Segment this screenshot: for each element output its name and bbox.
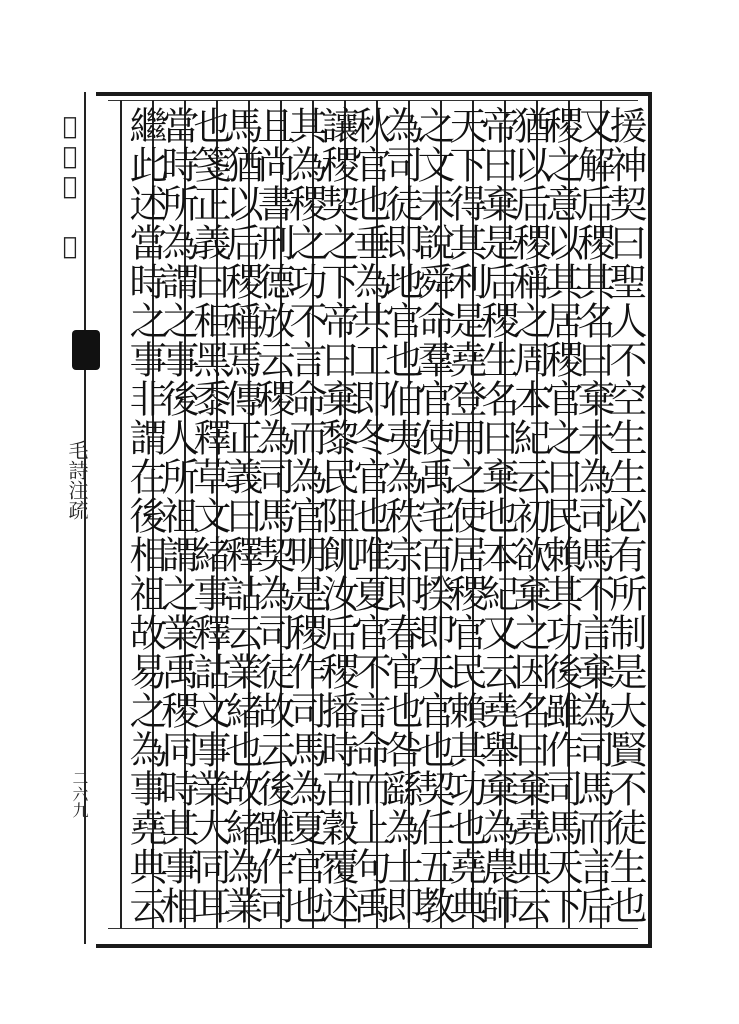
column-text: 之文未說舜命羣官使禹宅百揆即天官也契任五教	[411, 106, 455, 925]
column-text: 且尚書刑德放云稷為司馬契為司徒故云後雖作司	[251, 106, 295, 925]
page-number: 二六九	[70, 770, 89, 818]
column-text: 又解后稷其名曰棄未為司馬不言棄為司馬而言后	[571, 106, 615, 925]
column-text: 讓稷契之下帝曰棄黎民阻飢汝后稷播時百穀覆述	[315, 106, 359, 925]
column-text: 繼此述當時之事非謂在後相祖故易之為事堯典云	[123, 106, 167, 925]
column-text: 也箋正義曰秬黑黍釋草文緒事釋詁文事業大同耳	[187, 106, 231, 925]
column-text: 為司徒即地官也伯夷為秩宗即春官也咎繇為士即	[379, 106, 423, 925]
column-text: 帝曰棄是后稷生名曰棄也本紀又云堯舉棄為農師	[475, 106, 519, 925]
column-text: 猶以后稷稱之周本紀云初欲棄之因名曰棄堯典云	[507, 106, 551, 925]
column-text: 其為稷之功不言命而為官明是稷作司馬為夏官也	[283, 106, 327, 925]
frame-bottom-rule	[108, 928, 638, 929]
text-column	[120, 100, 168, 928]
edge-marks: 𠀌𠀌𠀌 十	[56, 112, 84, 262]
column-text: 天下得其利是堯登用之使居稷官民賴其功也堯典	[443, 106, 487, 925]
column-text: 當時所為謂之事後人所祖謂之業禹稷同時其事相	[155, 106, 199, 925]
fishtail-mark	[72, 330, 100, 370]
margin-title: 毛詩注疏	[65, 440, 89, 520]
column-text: 稷之意以其居稷官之曰民賴其功後雖作司馬天下	[539, 106, 583, 925]
column-text: 援神契曰聖人不空生生必有所制是大賢不徒生也	[603, 106, 647, 925]
column-text: 馬猶以后稷稱焉傳正義曰釋詁云業緒也故緒為業	[219, 106, 263, 925]
column-text: 秋官也垂為共工即冬官也唯夏官不言命而上句禹	[347, 106, 391, 925]
